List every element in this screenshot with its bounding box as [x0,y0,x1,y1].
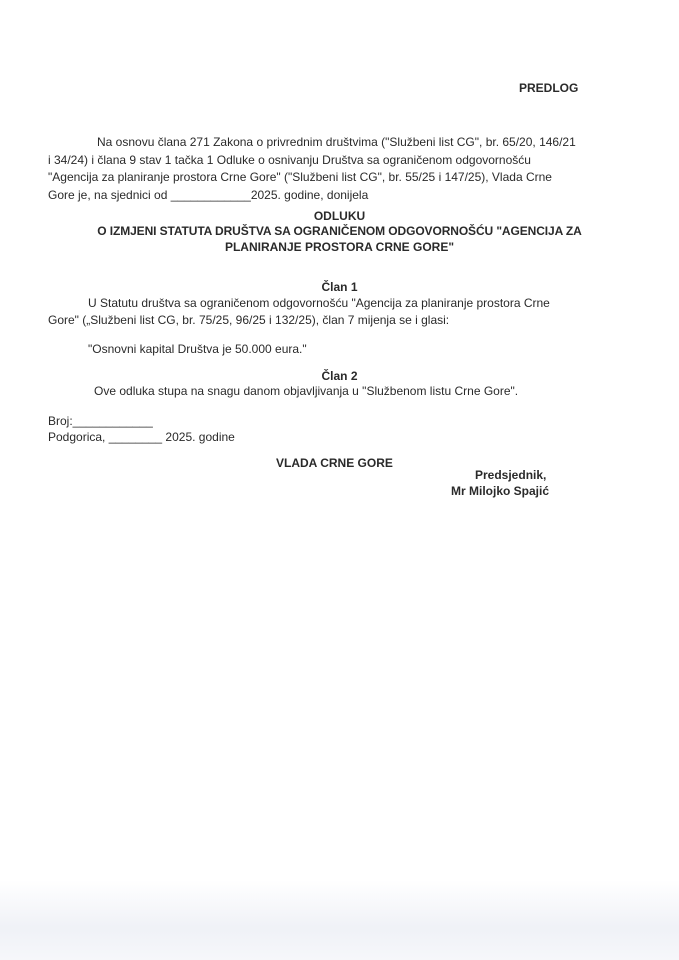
document-number: Broj:____________ [48,414,153,428]
preamble-line: "Agencija za planiranje prostora Crne Gore" ("Službeni list CG", br. 55/25 i 147/25), Vlada Crne [48,170,552,184]
signatory-title: Predsjednik, [475,468,547,482]
title-line: PLANIRANJE PROSTORA CRNE GORE" [224,240,455,254]
title-line: O IZMJENI STATUTA DRUŠTVA SA OGRANIČENOM ODGOVORNOŠĆU "AGENCIJA ZA [97,224,582,238]
article-line: U Statutu društva sa ograničenom odgovornošću "Agencija za planiranje prostora Crne [88,296,550,310]
signatory-name: Mr Milojko Spajić [451,484,550,498]
proposal-label: PREDLOG [519,81,579,95]
article-line: Ove odluka stupa na snagu danom objavljivanja u "Službenom listu Crne Gore". [94,384,519,398]
preamble-line: Gore je, na sjednici od ____________2025. godine, donijela [48,188,369,202]
article-quote: "Osnovni kapital Društva je 50.000 eura." [88,342,307,356]
preamble-line: Na osnovu člana 271 Zakona o privrednim društvima ("Službeni list CG", br. 65/20, 146/21 [97,135,576,149]
article-heading: Član 2 [321,369,358,383]
scan-shadow [0,880,679,960]
article-heading: Član 1 [321,280,358,294]
article-line: Gore" („Službeni list CG, br. 75/25, 96/25 i 132/25), član 7 mijenja se i glasi: [48,313,450,327]
preamble-line: i 34/24) i člana 9 stav 1 tačka 1 Odluke o osnivanju Društva sa ograničenom odgovornošću [48,153,531,167]
title-line: ODLUKU [313,209,366,223]
government-name: VLADA CRNE GORE [276,456,393,470]
place-and-date: Podgorica, ________ 2025. godine [48,430,235,444]
